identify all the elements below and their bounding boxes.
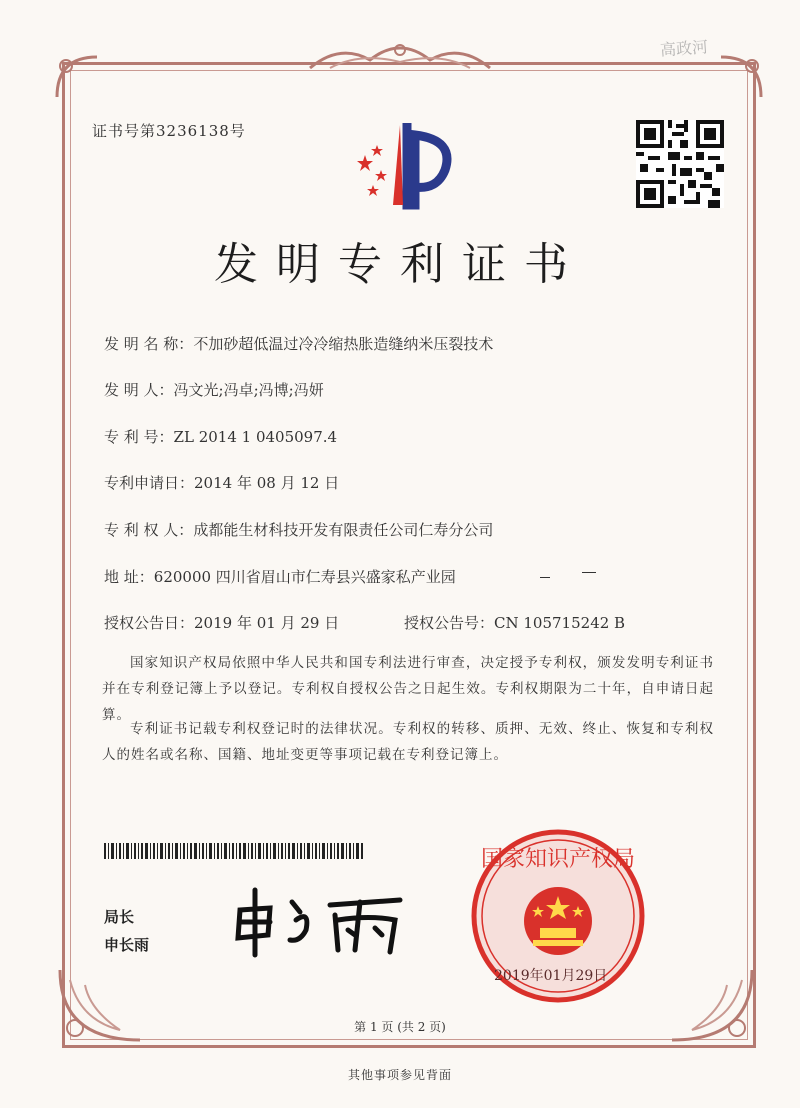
patentee-row xyxy=(104,519,493,540)
barcode-icon xyxy=(104,843,364,859)
grant-no-label: 授权公告号： xyxy=(404,614,495,632)
application-date-label: 专利申请日： xyxy=(104,474,195,492)
address-label: 地 址： xyxy=(104,568,154,586)
patent-no-label: 专 利 号： xyxy=(104,428,174,446)
corner-ornament-tr xyxy=(716,52,766,102)
address-value: 620000 四川省眉山市仁寿县兴盛家私产业园 xyxy=(153,568,456,586)
inventors-label: 发 明 人： xyxy=(104,381,174,399)
paragraph-grant-statement: 国家知识产权局依照中华人民共和国专利法进行审查，决定授予专利权，颁发发明专利证书并在专利登记簿上予以登记。专利权自授权公告之日起生效。专利权期限为二十年，自申请日起算。 xyxy=(102,655,714,723)
certificate-number: 证书号第3236138号 xyxy=(92,122,246,140)
patent-no-row xyxy=(104,426,337,447)
footer-note: 其他事项参见背面 xyxy=(347,1068,452,1082)
patentee-value: 成都能生材科技开发有限责任公司仁寿分公司 xyxy=(193,521,494,539)
grant-no-row xyxy=(404,612,625,633)
handwritten-note: 高政河 xyxy=(659,37,709,60)
invention-name-value: 不加砂超低温过冷冷缩热胀造缝纳米压裂技术 xyxy=(193,335,494,353)
seal-date: 2019年01月29日 xyxy=(494,968,608,984)
qr-code-icon xyxy=(636,120,724,208)
grant-date-value: 2019 年 01 月 29 日 xyxy=(194,614,340,632)
grant-no-value: CN 105715242 B xyxy=(494,614,626,632)
director-signature xyxy=(230,880,410,960)
seal-text: 国家知识产权局 xyxy=(480,847,636,872)
paragraph-legal-status: 专利证书记载专利权登记时的法律状况。专利权的转移、质押、无效、终止、恢复和专利权人的姓名或名称、国籍、地址变更等事项记载在专利登记簿上。 xyxy=(102,721,714,763)
corner-ornament-bl xyxy=(50,960,150,1050)
patent-no-value: ZL 2014 1 0405097.4 xyxy=(173,428,338,446)
scan-mark xyxy=(582,572,596,573)
grant-date-label: 授权公告日： xyxy=(104,614,195,632)
scan-mark xyxy=(540,577,550,578)
page-number: 第 1 页 (共 2 页) xyxy=(354,1020,446,1034)
invention-name-label: 发 明 名 称： xyxy=(104,335,194,353)
patentee-label: 专 利 权 人： xyxy=(104,521,194,539)
invention-name-row xyxy=(104,333,493,354)
director-name: 申长雨 xyxy=(104,936,150,954)
application-date-row xyxy=(104,472,339,493)
top-ornament xyxy=(300,38,500,74)
document-title: 发明专利证书 xyxy=(214,239,586,290)
patent-office-logo-icon xyxy=(345,115,470,210)
inventors-value: 冯文光;冯卓;冯博;冯妍 xyxy=(173,381,324,399)
inventors-row xyxy=(104,379,324,400)
grant-date-row xyxy=(104,612,339,633)
corner-ornament-tl xyxy=(52,52,102,102)
director-title: 局长 xyxy=(104,908,135,926)
corner-ornament-br xyxy=(662,960,762,1050)
address-row xyxy=(104,566,456,587)
application-date-value: 2014 年 08 月 12 日 xyxy=(194,474,340,492)
